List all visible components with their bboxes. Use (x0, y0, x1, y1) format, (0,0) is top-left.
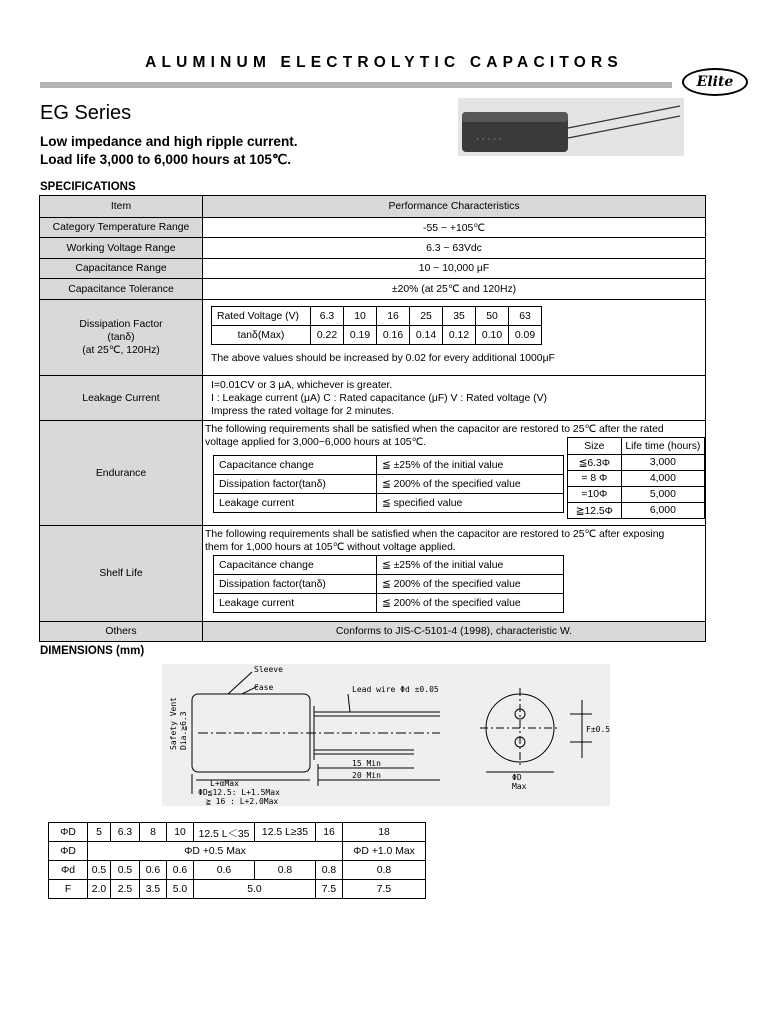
dimension-drawing (162, 664, 610, 806)
others-row (40, 622, 706, 642)
life-hours-header: Life time (hours) (621, 438, 704, 455)
life-row (568, 503, 705, 519)
life-hours: 6,000 (621, 503, 704, 519)
dim-cell: 16 (316, 823, 343, 842)
dim-cell: 7.5 (343, 880, 426, 899)
life-size: = 8 Φ (568, 471, 622, 487)
rated-voltage-cell: 63 (509, 307, 542, 326)
spec-row-value: -55 ~ +105℃ (203, 218, 706, 238)
life-time-table (567, 437, 705, 519)
dim-cell: 12.5 L＜35 (194, 823, 255, 842)
dim-cell: 12.5 L≥35 (255, 823, 316, 842)
requirement-value: ≦ ±25% of the initial value (377, 556, 564, 575)
dim-cell: 0.5 (111, 861, 140, 880)
dissipation-factor-row (40, 300, 706, 376)
dim-cell: 0.5 (88, 861, 111, 880)
requirement-value: ≦ specified value (377, 494, 564, 513)
rated-voltage-label: Rated Voltage (V) (212, 307, 311, 326)
tan-delta-table (211, 306, 542, 345)
endurance-text: The following requirements shall be satisfied when the capacitor are restored to 25℃ after the rated (205, 424, 664, 435)
df-label-line: Dissipation Factor (79, 319, 163, 330)
length-note-2: ≧ 16 : L+2.0Max (206, 797, 279, 806)
specifications-heading: SPECIFICATIONS (40, 181, 136, 193)
life-hours: 3,000 (621, 455, 704, 471)
dim-cell: 18 (343, 823, 426, 842)
dim-cell: ΦD +1.0 Max (343, 842, 426, 861)
dissipation-factor-cell (203, 300, 706, 376)
page-header-title: ALUMINUM ELECTROLYTIC CAPACITORS (145, 54, 623, 71)
sleeve-callout: Sleeve (254, 665, 283, 674)
endurance-requirements-table (213, 455, 564, 513)
svg-text:· · · · ·: · · · · · (476, 135, 502, 145)
case-callout: Case (254, 683, 274, 692)
tan-delta-cell: 0.09 (509, 326, 542, 345)
series-title: EG Series (40, 102, 132, 124)
spec-row (40, 259, 706, 279)
dimension-table (48, 822, 426, 899)
item-header: Item (40, 196, 203, 218)
shelf-life-text: The following requirements shall be satisfied when the capacitor are restored to 25℃ after exposing (205, 529, 665, 540)
dim-cell: 3.5 (140, 880, 167, 899)
dim-row-pitch (49, 880, 426, 899)
df-label-line: (tanδ) (107, 332, 135, 343)
spec-row-value: 6.3 ~ 63Vdc (203, 238, 706, 259)
dim-row-case-diameter (49, 842, 426, 861)
lead-wire-callout: Lead wire Φd ±0.05 (352, 685, 439, 694)
dim-row-label: ΦD (49, 842, 88, 861)
requirement-row (214, 594, 564, 613)
shelf-life-text: them for 1,000 hours at 105℃ without voltage applied. (205, 542, 456, 553)
length-label: L+αMax (210, 779, 239, 788)
leakage-line: I=0.01CV or 3 μA, whichever is greater. (211, 379, 393, 391)
requirement-name: Capacitance change (214, 556, 377, 575)
length-note-1: ΦD≦12.5: L+1.5Max (198, 788, 280, 797)
dim-cell: 5.0 (194, 880, 316, 899)
shelf-life-row (40, 526, 706, 622)
requirement-name: Capacitance change (214, 456, 377, 475)
endurance-label: Endurance (40, 421, 203, 526)
endurance-text: voltage applied for 3,000~6,000 hours at 105℃. (205, 437, 427, 448)
rated-voltage-cell: 35 (443, 307, 476, 326)
safety-vent-label: Safety Vent (169, 697, 178, 750)
rated-voltage-cell: 25 (410, 307, 443, 326)
shelf-life-cell (203, 526, 706, 622)
requirement-value: ≦ 200% of the specified value (377, 475, 564, 494)
header-rule (40, 82, 672, 88)
df-note: The above values should be increased by 0.02 for every additional 1000μF (211, 353, 555, 364)
dim-row-diameter (49, 823, 426, 842)
tan-delta-label: tanδ(Max) (212, 326, 311, 345)
dim-cell: 2.5 (111, 880, 140, 899)
diameter-label: ΦD (512, 773, 522, 782)
spec-row-label: Capacitance Range (40, 259, 203, 279)
life-hours: 4,000 (621, 471, 704, 487)
spec-row (40, 218, 706, 238)
rated-voltage-cell: 6.3 (311, 307, 344, 326)
requirement-row (214, 575, 564, 594)
tan-delta-cell: 0.22 (311, 326, 344, 345)
life-size: ≦6.3Φ (568, 455, 622, 471)
dim-cell: 8 (140, 823, 167, 842)
leakage-current-label: Leakage Current (40, 376, 203, 421)
requirement-row (214, 456, 564, 475)
life-row (568, 471, 705, 487)
brand-logo: Elite (682, 68, 748, 96)
subtitle-line-1: Low impedance and high ripple current. (40, 134, 298, 149)
tan-delta-cell: 0.19 (344, 326, 377, 345)
dim-cell: 0.8 (316, 861, 343, 880)
dimensions-heading: DIMENSIONS (mm) (40, 645, 145, 657)
tan-delta-cell: 0.14 (410, 326, 443, 345)
dim-cell: 5 (88, 823, 111, 842)
capacitor-illustration (458, 98, 684, 156)
endurance-cell (203, 421, 706, 526)
requirement-name: Dissipation factor(tanδ) (214, 475, 377, 494)
requirement-value: ≦ ±25% of the initial value (377, 456, 564, 475)
requirement-value: ≦ 200% of the specified value (377, 575, 564, 594)
requirement-name: Leakage current (214, 594, 377, 613)
life-header-row (568, 438, 705, 455)
leakage-line: I : Leakage current (μA) C : Rated capacitance (μF) V : Rated voltage (V) (211, 392, 547, 404)
dissipation-factor-label (40, 300, 203, 376)
spec-row (40, 238, 706, 259)
spec-row-label: Category Temperature Range (40, 218, 203, 238)
requirement-row (214, 556, 564, 575)
dim-cell: 2.0 (88, 880, 111, 899)
spec-row-label: Capacitance Tolerance (40, 279, 203, 300)
leakage-line: Impress the rated voltage for 2 minutes. (211, 405, 395, 417)
requirement-name: Leakage current (214, 494, 377, 513)
min20-label: 20 Min (352, 771, 381, 780)
performance-header: Performance Characteristics (203, 196, 706, 218)
requirement-value: ≦ 200% of the specified value (377, 594, 564, 613)
min15-label: 15 Min (352, 759, 381, 768)
life-row (568, 487, 705, 503)
dim-cell: 7.5 (316, 880, 343, 899)
dim-cell: ΦD +0.5 Max (88, 842, 343, 861)
others-value: Conforms to JIS-C-5101-4 (1998), characteristic W. (203, 622, 706, 642)
dim-cell: 0.8 (255, 861, 316, 880)
others-label: Others (40, 622, 203, 642)
life-size: =10Φ (568, 487, 622, 503)
dim-row-label: Φd (49, 861, 88, 880)
specifications-table (39, 195, 706, 642)
life-row (568, 455, 705, 471)
life-hours: 5,000 (621, 487, 704, 503)
rated-voltage-cell: 10 (344, 307, 377, 326)
rated-voltage-cell: 16 (377, 307, 410, 326)
dim-row-label: ΦD (49, 823, 88, 842)
requirement-row (214, 475, 564, 494)
spec-row-value: ±20% (at 25℃ and 120Hz) (203, 279, 706, 300)
tan-delta-cell: 0.16 (377, 326, 410, 345)
tan-delta-cell: 0.10 (476, 326, 509, 345)
shelf-life-label: Shelf Life (40, 526, 203, 622)
dim-cell: 0.6 (194, 861, 255, 880)
endurance-row (40, 421, 706, 526)
shelf-life-requirements-table (213, 555, 564, 613)
dim-cell: 0.8 (343, 861, 426, 880)
dim-cell: 6.3 (111, 823, 140, 842)
spec-row-label: Working Voltage Range (40, 238, 203, 259)
spec-row (40, 279, 706, 300)
dim-cell: 5.0 (167, 880, 194, 899)
dim-cell: 10 (167, 823, 194, 842)
life-size-header: Size (568, 438, 622, 455)
life-size: ≧12.5Φ (568, 503, 622, 519)
leakage-current-row (40, 376, 706, 421)
dim-row-lead-diameter (49, 861, 426, 880)
pitch-label: F±0.5 (586, 725, 610, 734)
df-label-line: (at 25℃, 120Hz) (82, 345, 160, 356)
spec-row-value: 10 ~ 10,000 μF (203, 259, 706, 279)
spec-header-row (40, 196, 706, 218)
dim-cell: 0.6 (167, 861, 194, 880)
diameter-max-label: Max (512, 782, 527, 791)
dim-row-label: F (49, 880, 88, 899)
rated-voltage-row (212, 307, 542, 326)
requirement-row (214, 494, 564, 513)
subtitle-line-2: Load life 3,000 to 6,000 hours at 105℃. (40, 152, 291, 167)
leakage-current-cell (203, 376, 706, 421)
tan-delta-row (212, 326, 542, 345)
dim-cell: 0.6 (140, 861, 167, 880)
rated-voltage-cell: 50 (476, 307, 509, 326)
requirement-name: Dissipation factor(tanδ) (214, 575, 377, 594)
capacitor-photo (458, 98, 684, 156)
tan-delta-cell: 0.12 (443, 326, 476, 345)
diameter-note: Dia.≧6.3 (179, 711, 188, 750)
